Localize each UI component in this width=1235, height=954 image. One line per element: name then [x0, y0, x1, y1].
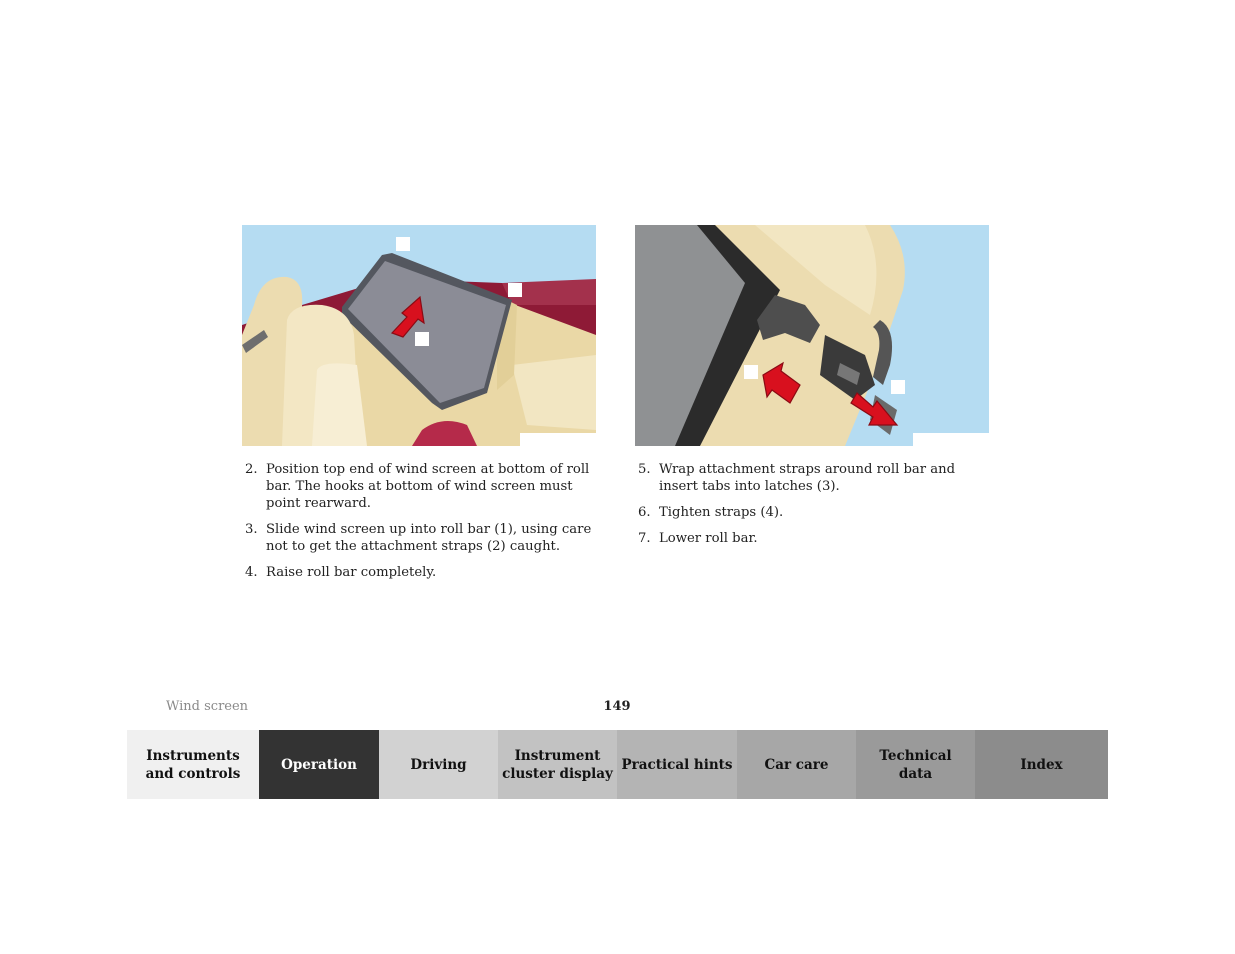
- step-number: 5.: [638, 462, 651, 477]
- illustration-strap-latch: [635, 225, 989, 446]
- nav-tab-driving[interactable]: [379, 730, 498, 799]
- step-number: 7.: [638, 531, 651, 546]
- strap-latch-image: [635, 225, 989, 446]
- step-number: 6.: [638, 505, 651, 520]
- nav-tab-label: Instruments and controls: [145, 747, 241, 782]
- instruction-step: [638, 530, 998, 547]
- wind-screen-roll-bar-image: [242, 225, 596, 446]
- step-text: Wrap attachment straps around roll bar and insert tabs into latches (3).: [659, 462, 956, 494]
- step-text: Raise roll bar completely.: [266, 565, 437, 580]
- nav-tab-label: Practical hints: [621, 756, 733, 773]
- nav-tab-label: Car care: [764, 756, 829, 773]
- nav-tab-operation[interactable]: [259, 730, 379, 799]
- nav-tab-technical-data[interactable]: [856, 730, 975, 799]
- chapter-nav: [127, 730, 1108, 799]
- page-number: 149: [603, 699, 631, 714]
- step-text: Tighten straps (4).: [659, 505, 784, 520]
- instruction-step: [245, 461, 605, 512]
- nav-tab-car-care[interactable]: [737, 730, 856, 799]
- step-number: 2.: [245, 462, 258, 477]
- step-text: Position top end of wind screen at bottom of roll bar. The hooks at bottom of wind screen must point rearward.: [266, 462, 590, 511]
- nav-tab-label: Operation: [281, 756, 357, 773]
- nav-tab-label: Instrument cluster display: [502, 747, 613, 782]
- nav-tab-label: Index: [1020, 756, 1063, 773]
- nav-tab-instrument-cluster-display[interactable]: [498, 730, 617, 799]
- nav-tab-index[interactable]: [975, 730, 1108, 799]
- instruction-steps-left: [245, 461, 605, 590]
- instruction-step: [638, 461, 998, 495]
- instruction-step: [245, 564, 605, 581]
- section-title: Wind screen: [166, 699, 249, 714]
- instruction-step: [245, 521, 605, 555]
- illustration-wind-screen-installation: [242, 225, 596, 446]
- nav-tab-instruments-and-controls[interactable]: [127, 730, 259, 799]
- instruction-steps-right: [638, 461, 998, 556]
- step-text: Lower roll bar.: [659, 531, 758, 546]
- instruction-step: [638, 504, 998, 521]
- step-number: 3.: [245, 522, 258, 537]
- step-number: 4.: [245, 565, 258, 580]
- step-text: Slide wind screen up into roll bar (1), using care not to get the attachment straps (2) caught.: [266, 522, 592, 554]
- nav-tab-label: Driving: [410, 756, 467, 773]
- nav-tab-practical-hints[interactable]: [617, 730, 737, 799]
- nav-tab-label: Technical data: [879, 747, 952, 782]
